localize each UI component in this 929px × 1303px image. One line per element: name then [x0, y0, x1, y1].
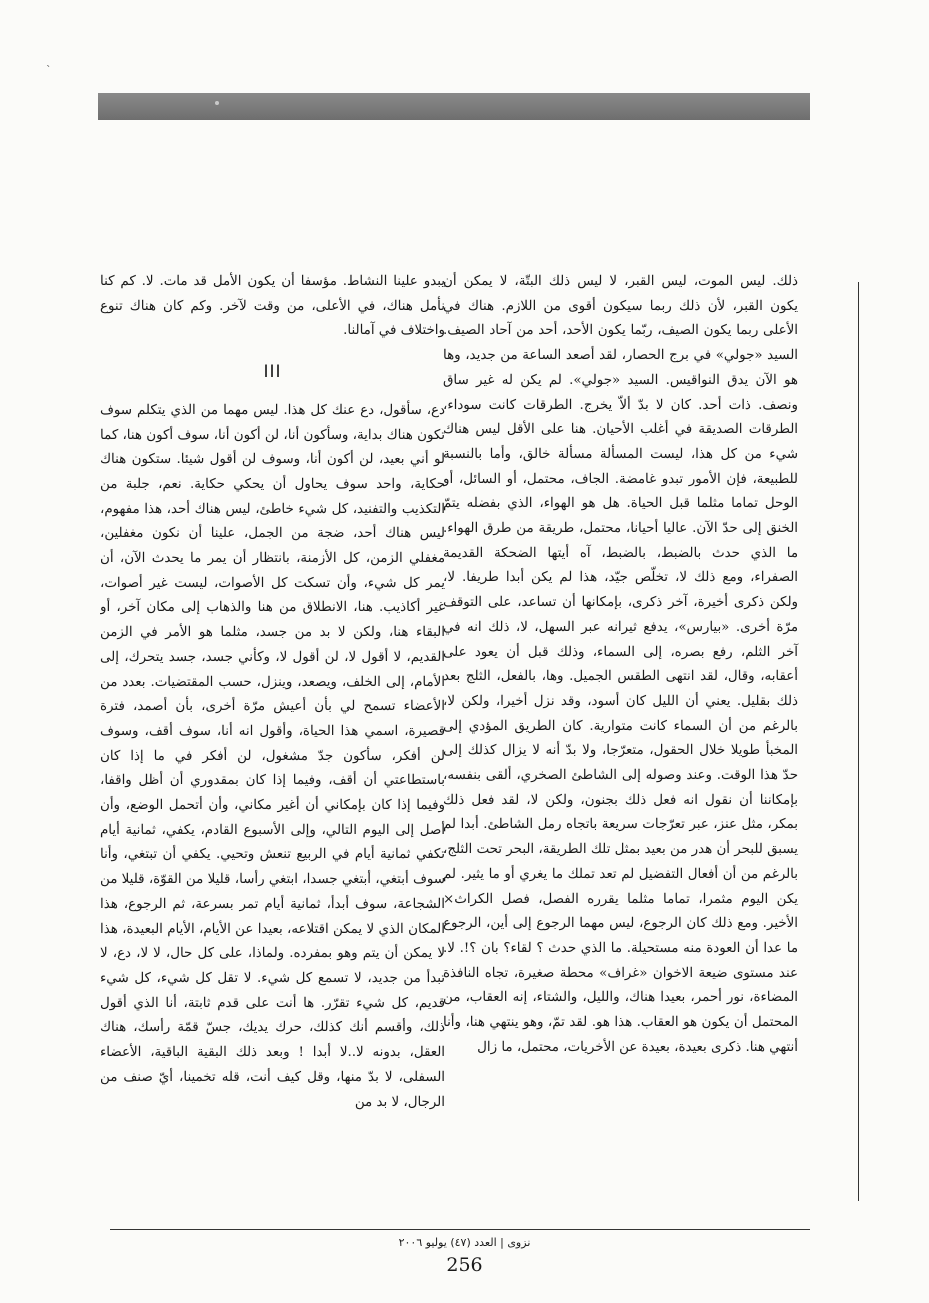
left-column-paragraph-1: يبدو علينا النشاط. مؤسفا أن يكون الأمل قد مات. لا. كم كنا نأمل هناك، في الأعلى، من وقت لآخر. وكم كان هناك تنوع واختلاف في آمالنا. — [100, 274, 445, 339]
section-number: III — [263, 362, 282, 383]
left-column-paragraph-2: دع، سأقول، دع عنك كل هذا. ليس مهما من الذي يتكلم سوف تكون هناك بداية، وسأكون أنا، لن أكون أنا، سوف أكون هنا، كما لو أني بعيد، لن أكون أنا، وسوف لن أقول شيئا. ستكون هناك حكاية، واحد سوف يحاول أن يحكي حكاية. نعم، جلبة من التكذيب والتفنيد، كل شيء خاطئ، ليس هناك أحد، هذا مفهوم، ليس هناك أحد، ضجة من الجمل، علينا أن نكون مغفلين، مغفلي الزمن، كل الأزمنة، بانتظار أن يمر ما يحدث الآن، أن يمر كل شيء، وأن تسكت كل الأصوات، ليست غير أصوات، غير أكاذيب. هنا، الانطلاق من هنا والذهاب إلى مكان آخر، أو البقاء هنا، ولكن لا بد من جسد، مثلما هو الأمر في الزمن القديم، لا أقول لا، لن أقول لا، وكأني جسد، جسد يتحرك، إلى الأمام، إلى الخلف، ويصعد، وينزل، حسب المقتضيات. بعدد من الأعضاء تسمح لي بأن أعيش مرّة أخرى، بأن أصمد، فترة قصيرة، اسمي هذا الحياة، وأقول انه أنا، سوف أقف، وسوف لن أفكر، سأكون جدّ مشغول، لن أفكر في ما إذا كان باستطاعتي أن أقف، وفيما إذا كان بمقدوري أن أظل واقفا، وفيما إذا كان بإمكاني أن أغير مكاني، وأن أتحمل الوضع، وأن أصل إلى اليوم التالي، وإلى الأسبوع القادم، يكفي، ثمانية أيام تكفي ثمانية أيام في الربيع تنعش وتحيي. يكفي أن تبتغي، وأنا سوف أبتغي، أبتغي جسدا، ابتغي رأسا، قليلا من القوّة، قليلا من الشجاعة، سوف أبدأ، ثمانية أيام تمر بسرعة، ثم الرجوع، هذا المكان الذي لا يمكن اقتلاعه، بعيدا عن الأيام، الأيام البعيدة، هذا لا يمكن أن يتم وهو بمفرده. ولماذا، على كل حال، لا لا، دع، لا تبدأ من جديد، لا تسمع كل شيء. لا تقل كل شيء، كل شيء قديم، كل شيء تقرّر. ها أنت على قدم ثابتة، أنا الذي أقول ذلك، وأقسم أنك كذلك، حرك يديك، جسّ قمّة رأسك، هناك العقل، بدونه لا..لا أبدا ! وبعد ذلك البقية الباقية، الأعضاء السفلى، لا بدّ منها، وقل كيف أنت، قله تخمينا، أيّ صنف من الرجال، لا بد من — [100, 402, 445, 1110]
header-dot — [215, 101, 219, 105]
page-number: 256 — [446, 1254, 483, 1276]
right-column-paragraph: ذلك. ليس الموت، ليس القبر، لا ليس ذلك البتّة، لا يمكن أن يكون القبر، لأن ذلك ربما سيكون أقوى من اللازم. هناك في الأعلى ربما يكون الصيف، ربّما يكون الأحد، أحد من آحاد الصيف. السيد «جولي» في برج الحصار، لقد أصعد الساعة من جديد، وها هو الآن يدق النواقيس. السيد «جولي». لم يكن له غير ساق ونصف. ذات أحد. كان لا بدّ ألاّ يخرج. الطرقات كانت سوداء، الطرقات الصديقة في أغلب الأحيان. هنا على الأقل ليس هناك شيء من كل هذا، ليست المسألة مسألة خالق، وأما بالنسبة للطبيعة، فإن الأمور تبدو غامضة. الجاف، محتمل، أو السائل، أو الوحل تماما مثلما قبل الحياة. هل هو الهواء، الذي بفضله يتمّ الخنق إلى حدّ الآن. عاليا أحيانا، محتمل، طريقة من طرق الهواء. ما الذي حدث بالضبط، بالضبط، آه أيتها الضحكة القديمة الصفراء، ومع ذلك لا، تخلّص جيّد، هذا لم يكن أبدا طريفا. لا، ولكن ذكرى أخيرة، آخر ذكرى، بإمكانها أن تساعد، على التوقف مرّة أخرى. «بيارس»، يدفع ثيرانه عبر السهل، لا، ذلك انه في آخر الثلم، رفع بصره، إلى السماء، وذلك قبل أن يعود على أعقابه، وقال، لقد انتهى الطقس الجميل. وها، بالفعل، الثلج بعد ذلك بقليل. يعني أن الليل كان أسود، وقد نزل أخيرا، ولكن لا، بالرغم من أن السماء كانت متوارية. كان الطريق المؤدي إلى المخبأ طويلا خلال الحقول، متعرّجا، ولا بدّ أنه لا يزال كذلك إلى حدّ هذا الوقت. وعند وصوله إلى الشاطئ الصخري، ألقى بنفسه، بإمكاننا أن نقول انه فعل ذلك بجنون، ولكن لا، لقد فعل ذلك بمكر، مثل عنز، عبر تعرّجات سريعة باتجاه رمل الشاطئ. أبدا لم يسبق للبحر أن هدر من بعيد بمثل تلك الطريقة، البحر تحت الثلج، بالرغم من أن أفعال التفضيل لم تعد تملك ما يغري أو ما يثير. لم يكن اليوم مثمرا، تماما مثلما يقرره الفصل، فصل الكراث× الأخير. ومع ذلك كان الرجوع، ليس مهما الرجوع إلى أين، الرجوع ما عدا أن العودة منه مستحيلة. ما الذي حدث ؟ لقاء؟ بان ؟!. لا. عند مستوى ضيعة الاخوان «غراف» محطة صغيرة، تجاه النافذة المضاءة، نور أحمر، بعيدا هناك، والليل، والشتاء، إنه العقاب، من المحتمل أن يكون هو العقاب. هذا هو. لقد تمّ، وهو ينتهي هنا، وأنا أنتهي هنا. ذكرى بعيدة، بعيدة عن الأخريات، محتمل، ما زال — [443, 274, 798, 1055]
header-band — [98, 93, 810, 120]
column-rule — [858, 282, 859, 1201]
left-column — [100, 270, 445, 1205]
footer-rule — [110, 1229, 810, 1230]
footer-issue-line: نزوى | العدد (٤٧) يوليو ٢٠٠٦ — [398, 1236, 531, 1249]
marginal-mark: ` — [46, 64, 52, 77]
right-column — [443, 270, 812, 1205]
